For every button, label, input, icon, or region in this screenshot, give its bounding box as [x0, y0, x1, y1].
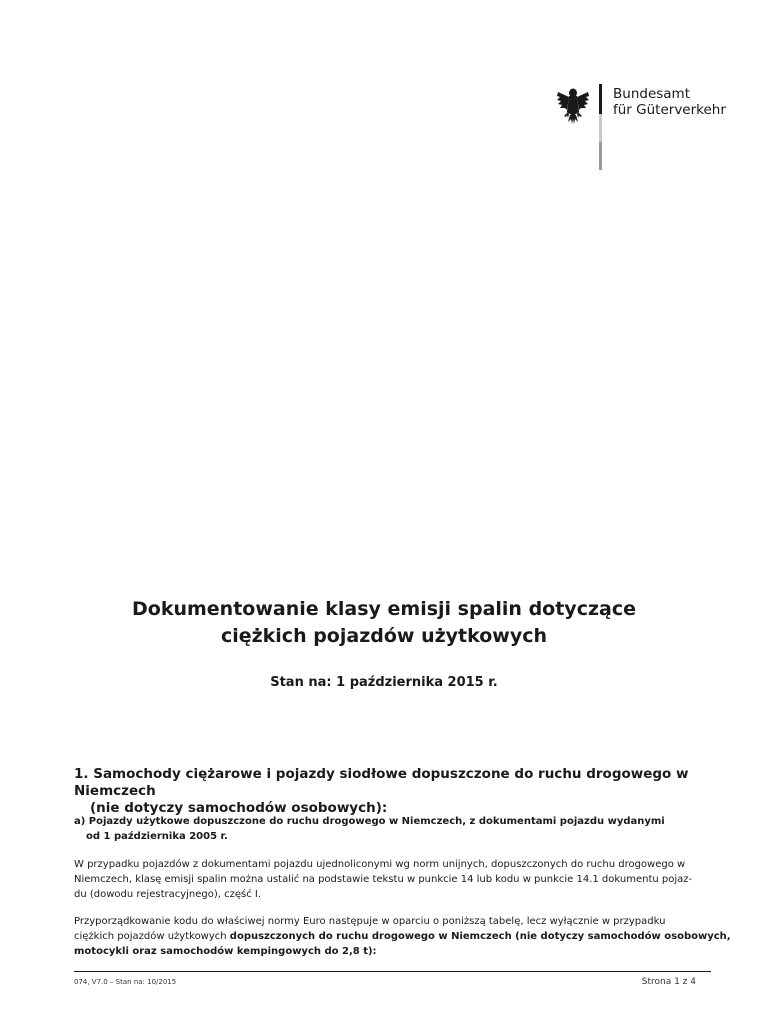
- paragraph-2-line1: Przyporządkowanie kodu do właściwej normy Euro następuje w oparciu o poniższą tabelę, lecz wyłącznie w przypadku: [74, 916, 666, 927]
- document-date: Stan na: 1 października 2015 r.: [270, 675, 498, 690]
- footer-divider: [74, 971, 711, 972]
- subsection-a-heading: [74, 814, 665, 844]
- paragraph-2-line2-plain: ciężkich pojazdów użytkowych: [74, 931, 230, 942]
- paragraph-2-line2: [74, 929, 731, 944]
- document-title: [0, 596, 768, 650]
- section-1-heading-line1: 1. Samochody ciężarowe i pojazdy siodłowe dopuszczone do ruchu drogowego w Niemczech: [74, 766, 689, 799]
- subsection-a-line1: a) Pojazdy użytkowe dopuszczone do ruchu drogowego w Niemczech, z dokumentami pojazdu wydanymi: [74, 816, 665, 827]
- title-line1: Dokumentowanie klasy emisji spalin dotyczące: [132, 598, 636, 620]
- federal-eagle-icon: [556, 86, 590, 126]
- paragraph-2: [74, 914, 731, 959]
- paragraph-1: [74, 857, 714, 902]
- section-1-heading-line2: (nie dotyczy samochodów osobowych):: [90, 800, 388, 816]
- agency-logo: [556, 84, 736, 174]
- logo-color-bar: [599, 84, 602, 170]
- paragraph-2-line2-bold: dopuszczonych do ruchu drogowego w Niemczech (nie dotyczy samochodów osobowych,: [229, 931, 731, 942]
- paragraph-1-line2: Niemczech, klasę emisji spalin można ustalić na podstawie tekstu w punkcie 14 lub kodu w punkcie 14.1 dokumentu pojaz-: [74, 874, 693, 885]
- agency-name: [613, 86, 726, 118]
- paragraph-1-line1: W przypadku pojazdów z dokumentami pojazdu ujednoliconymi wg norm unijnych, dopuszczonych do ruchu drogowego w: [74, 859, 686, 870]
- agency-name-line1: Bundesamt: [613, 86, 690, 102]
- paragraph-1-line3: du (dowodu rejestracyjnego), część I.: [74, 889, 262, 900]
- footer-version: 074, V7.0 – Stan na: 10/2015: [74, 978, 177, 986]
- title-line2: ciężkich pojazdów użytkowych: [220, 625, 548, 647]
- paragraph-2-line3: motocykli oraz samochodów kempingowych do 2,8 t):: [74, 946, 377, 957]
- page-number: Strona 1 z 4: [641, 977, 696, 987]
- agency-name-line2: für Güterverkehr: [613, 102, 726, 118]
- subsection-a-line2: od 1 października 2005 r.: [86, 831, 228, 842]
- section-1-heading: [74, 766, 768, 817]
